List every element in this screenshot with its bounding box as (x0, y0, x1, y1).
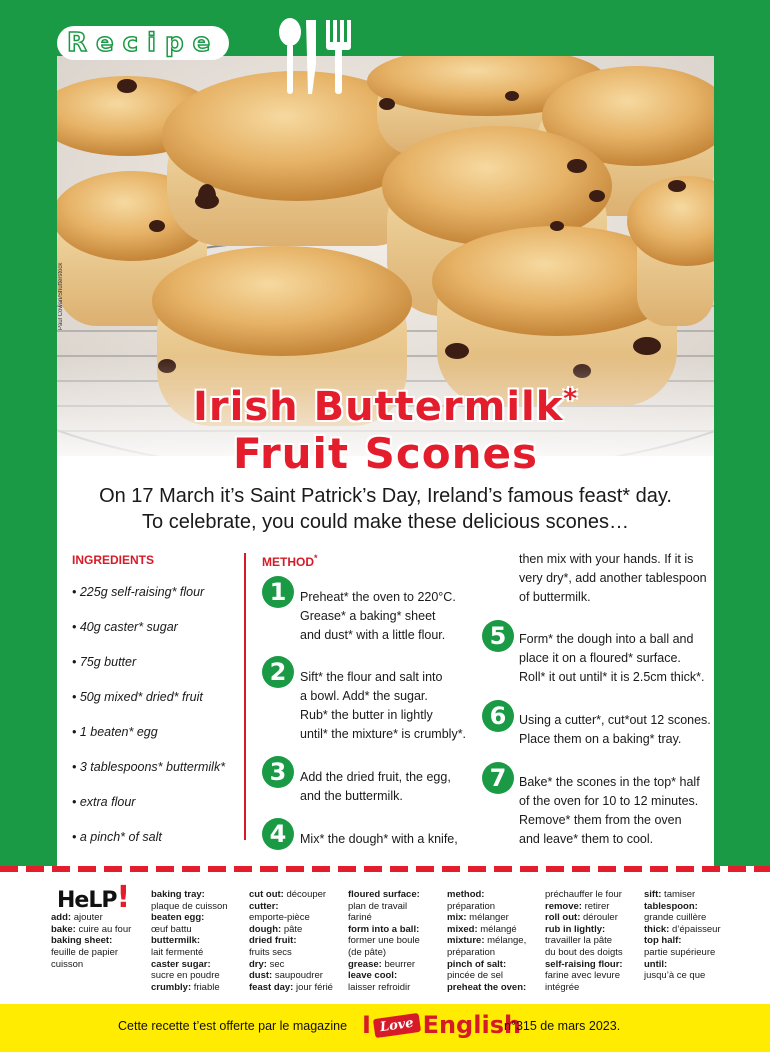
footer-text-before: Cette recette t’est offerte par le magazine (118, 1019, 348, 1033)
glossary-translation: découper (283, 889, 327, 900)
method-heading-text: METHOD (262, 555, 314, 569)
glossary-translation: pâte (281, 923, 303, 935)
glossary-entry (447, 889, 526, 901)
step-line: Remove* them from the oven (519, 813, 682, 827)
step-text (300, 668, 466, 744)
ingredient-item: • a pinch* of salt (72, 830, 162, 844)
glossary-term: cutter: (249, 900, 279, 912)
glossary-entry (151, 901, 228, 913)
glossary-term: add: (51, 912, 72, 924)
glossary-entry (348, 912, 420, 924)
step-text (519, 773, 700, 849)
glossary-entry (51, 935, 131, 947)
glossary-term: bake: (51, 923, 76, 935)
step-text (519, 630, 705, 687)
glossary-entry (545, 982, 623, 994)
glossary-translation: sec (266, 958, 285, 970)
glossary-entry (447, 959, 526, 971)
glossary-entry (447, 947, 526, 959)
glossary-term: grease: (348, 958, 382, 970)
glossary-translation: jour férié (293, 981, 333, 993)
step-line: place it on a floured* surface. (519, 651, 681, 665)
glossary-term: top half: (644, 935, 682, 947)
glossary-entry (151, 889, 228, 901)
title-star: * (563, 384, 578, 414)
step-line: Grease* a baking* sheet (300, 609, 436, 623)
glossary-term: thick: (644, 923, 670, 935)
step-line: Sift* the flour and salt into (300, 670, 443, 684)
method-heading-star: * (314, 553, 318, 563)
ingredient-item: • extra flour (72, 795, 136, 809)
glossary-entry (51, 912, 131, 924)
glossary-entry (51, 901, 131, 913)
glossary-entry (545, 959, 623, 971)
glossary-term: method: (447, 889, 485, 900)
ingredient-item: • 1 beaten* egg (72, 725, 158, 739)
glossary-translation: laisser refroidir (348, 981, 411, 993)
brand-love: Love (373, 1012, 421, 1037)
glossary-translation: emporte-pièce (249, 912, 310, 924)
glossary-term: pinch of salt: (447, 958, 507, 970)
glossary-term: form into a ball: (348, 923, 420, 935)
glossary-translation: d’épaisseur (669, 923, 721, 935)
step-line: and the buttermilk. (300, 789, 403, 803)
glossary-entry (249, 982, 333, 994)
glossary-entry (151, 959, 228, 971)
glossary-entry (51, 959, 131, 971)
glossary-entry (249, 970, 333, 982)
step-line: Preheat* the oven to 220°C. (300, 590, 456, 604)
glossary-entry (249, 901, 333, 913)
glossary-term: dough: (249, 923, 282, 935)
step-text (300, 768, 451, 806)
step-number-7: 7 (482, 762, 514, 794)
glossary-translation: grande cuillère (644, 912, 707, 924)
glossary-column (348, 889, 420, 993)
glossary-column (545, 889, 623, 993)
glossary-entry (545, 912, 623, 924)
glossary-entry (151, 947, 228, 959)
glossary-term: dried fruit: (249, 935, 297, 947)
glossary-term: leave cool: (348, 970, 398, 982)
ingredient-item: • 75g butter (72, 655, 137, 669)
glossary-term: floured surface: (348, 889, 420, 900)
glossary-term: preheat the oven: (447, 981, 527, 993)
step-text (300, 830, 458, 849)
glossary-entry (151, 935, 228, 947)
glossary-entry (447, 924, 526, 936)
glossary-translation: mélanger (466, 912, 509, 924)
glossary-term: until: (644, 958, 668, 970)
step-line: and dust* with a little flour. (300, 628, 446, 642)
glossary-entry (249, 924, 333, 936)
glossary-translation: du bout des doigts (545, 946, 623, 958)
glossary-translation: lait fermenté (151, 946, 204, 958)
glossary-entry (545, 935, 623, 947)
glossary-entry (447, 935, 526, 947)
glossary-term: beaten egg: (151, 912, 205, 924)
glossary-entry (348, 901, 420, 913)
glossary-entry (644, 924, 721, 936)
glossary-entry (644, 935, 721, 947)
glossary-entry (249, 889, 333, 901)
glossary-entry (348, 959, 420, 971)
glossary-translation: préparation (447, 900, 496, 912)
glossary-translation: cuire au four (75, 923, 132, 935)
glossary-column (447, 889, 526, 993)
step-text (300, 588, 456, 645)
step-line: Place them on a baking* tray. (519, 732, 682, 746)
glossary-translation: travailler la pâte (545, 935, 613, 947)
title-text-1: Irish Buttermilk (193, 384, 564, 430)
glossary-entry (249, 947, 333, 959)
footer-text-after: n°315 de mars 2023. (504, 1019, 621, 1033)
glossary-entry (51, 924, 131, 936)
step-line: Using a cutter*, cut*out 12 scones. (519, 713, 711, 727)
glossary-entry (545, 901, 623, 913)
step-text (519, 711, 711, 749)
glossary-entry (249, 912, 333, 924)
glossary-entry (644, 912, 721, 924)
ingredient-item: • 3 tablespoons* buttermilk* (72, 760, 226, 774)
glossary-entry (447, 901, 526, 913)
brand-english: English (422, 1011, 522, 1039)
glossary-entry (151, 912, 228, 924)
glossary-translation: jusqu’à ce que (644, 970, 706, 982)
help-logo-text: HeLP (57, 888, 117, 913)
glossary-entry (348, 935, 420, 947)
glossary-translation: fariné (348, 912, 372, 924)
glossary-column (151, 889, 228, 993)
step-line: a bowl. Add* the sugar. (300, 689, 428, 703)
glossary-term: tablespoon: (644, 900, 698, 912)
glossary-term: roll out: (545, 912, 581, 924)
glossary-column (51, 889, 131, 970)
glossary-entry (348, 982, 420, 994)
ingredient-item: • 50g mixed* dried* fruit (72, 690, 203, 704)
recipe-label-pill (57, 26, 229, 60)
glossary-translation: farine avec levure (545, 970, 620, 982)
column-divider (244, 553, 246, 840)
glossary-entry (348, 947, 420, 959)
glossary-term: baking sheet: (51, 935, 113, 947)
glossary-column (644, 889, 721, 982)
step-line: of buttermilk. (519, 590, 591, 604)
glossary-translation: cuisson (51, 958, 84, 970)
step-line: then mix with your hands. If it is (519, 552, 694, 566)
glossary-translation: fruits secs (249, 946, 292, 958)
glossary-term: caster sugar: (151, 958, 211, 970)
step-number-4: 4 (262, 818, 294, 850)
recipe-title-line1 (57, 384, 714, 430)
glossary-translation: dérouler (580, 912, 618, 924)
glossary-translation: saupoudrer (272, 970, 323, 982)
method-heading (262, 553, 318, 569)
glossary-entry (51, 889, 131, 901)
glossary-translation: mélange, (484, 935, 527, 947)
glossary-entry (644, 959, 721, 971)
photo-credit: Paul Cowan/Shutterstock (58, 262, 64, 330)
glossary-term: cut out: (249, 889, 284, 900)
glossary-translation: former une boule (348, 935, 420, 947)
glossary-term: self-raising flour: (545, 958, 623, 970)
glossary-entry (644, 970, 721, 982)
step-line: Form* the dough into a ball and (519, 632, 694, 646)
glossary-translation: ajouter (71, 912, 103, 924)
glossary-translation: plan de travail (348, 900, 408, 912)
step-line: Mix* the dough* with a knife, (300, 832, 458, 846)
glossary-entry (249, 935, 333, 947)
magazine-logo (362, 1011, 521, 1039)
intro-line-1: On 17 March it’s Saint Patrick’s Day, Ireland’s famous feast* day. (99, 485, 672, 507)
ingredient-item: • 225g self-raising* flour (72, 585, 205, 599)
intro-line-2: To celebrate, you could make these delicious scones… (142, 511, 629, 533)
glossary-entry (545, 970, 623, 982)
glossary-term: dry: (249, 958, 267, 970)
ingredients-heading: INGREDIENTS (72, 553, 155, 567)
step-number-1: 1 (262, 576, 294, 608)
glossary-entry (447, 970, 526, 982)
ingredient-item: • 40g caster* sugar (72, 620, 178, 634)
glossary-entry (644, 889, 721, 901)
glossary-term: rub in lightly: (545, 923, 606, 935)
glossary-term: baking tray: (151, 889, 205, 900)
glossary-entry (51, 947, 131, 959)
step-line: and leave* them to cool. (519, 832, 654, 846)
glossary-translation: tamiser (661, 889, 696, 900)
step-line: Add the dried fruit, the egg, (300, 770, 451, 784)
glossary-entry (447, 912, 526, 924)
glossary-translation: intégrée (545, 981, 580, 993)
step-number-5: 5 (482, 620, 514, 652)
glossary-translation: sucre en poudre (151, 970, 220, 982)
glossary-term: dust: (249, 970, 273, 982)
ingredients-list (72, 585, 225, 865)
step-line: of the oven for 10 to 12 minutes. (519, 794, 699, 808)
glossary-term: mix: (447, 912, 467, 924)
glossary-term: mixed: (447, 923, 478, 935)
glossary-translation: œuf battu (151, 923, 192, 935)
glossary-translation: friable (191, 981, 220, 993)
glossary-translation: partie supérieure (644, 946, 716, 958)
help-logo-bang: ! (116, 880, 130, 915)
glossary-translation: pincée de sel (447, 970, 503, 982)
step-number-3: 3 (262, 756, 294, 788)
glossary-entry (644, 947, 721, 959)
step-line: Rub* the butter in lightly (300, 708, 433, 722)
glossary-translation: feuille de papier (51, 946, 119, 958)
glossary-entry (249, 959, 333, 971)
cutlery-icon (276, 18, 356, 96)
recipe-label: Recipe (67, 28, 220, 58)
glossary-term: feast day: (249, 981, 294, 993)
glossary-term: buttermilk: (151, 935, 201, 947)
glossary-term: sift: (644, 889, 662, 900)
glossary-entry (348, 889, 420, 901)
glossary-translation: plaque de cuisson (151, 900, 228, 912)
step-line: Roll* it out until* it is 2.5cm thick*. (519, 670, 705, 684)
glossary-term: remove: (545, 900, 582, 912)
glossary-entry (644, 901, 721, 913)
glossary-translation: préparation (447, 946, 496, 958)
glossary-entry (348, 970, 420, 982)
glossary-translation: mélangé (477, 923, 517, 935)
step-text (519, 550, 707, 607)
glossary-term: crumbly: (151, 981, 192, 993)
glossary-entry (151, 924, 228, 936)
step-line: Bake* the scones in the top* half (519, 775, 700, 789)
glossary-term: mixture: (447, 935, 485, 947)
glossary-entry (545, 889, 623, 901)
glossary-translation: beurrer (381, 958, 416, 970)
glossary-entry (348, 924, 420, 936)
step-number-2: 2 (262, 656, 294, 688)
recipe-title-line2: Fruit Scones (232, 429, 539, 478)
dashed-divider (0, 866, 770, 872)
glossary-entry (151, 970, 228, 982)
step-line: until* the mixture* is crumbly*. (300, 727, 467, 741)
glossary-translation: (de pâte) (348, 946, 387, 958)
glossary-translation: préchauffer le four (545, 889, 622, 900)
glossary-translation: retirer (581, 900, 610, 912)
glossary-entry (545, 924, 623, 936)
glossary-entry (151, 982, 228, 994)
step-number-6: 6 (482, 700, 514, 732)
glossary-entry (545, 947, 623, 959)
brand-i: I (362, 1011, 371, 1039)
glossary-column (249, 889, 333, 993)
glossary-entry (447, 982, 526, 994)
step-line: very dry*, add another tablespoon (519, 571, 707, 585)
